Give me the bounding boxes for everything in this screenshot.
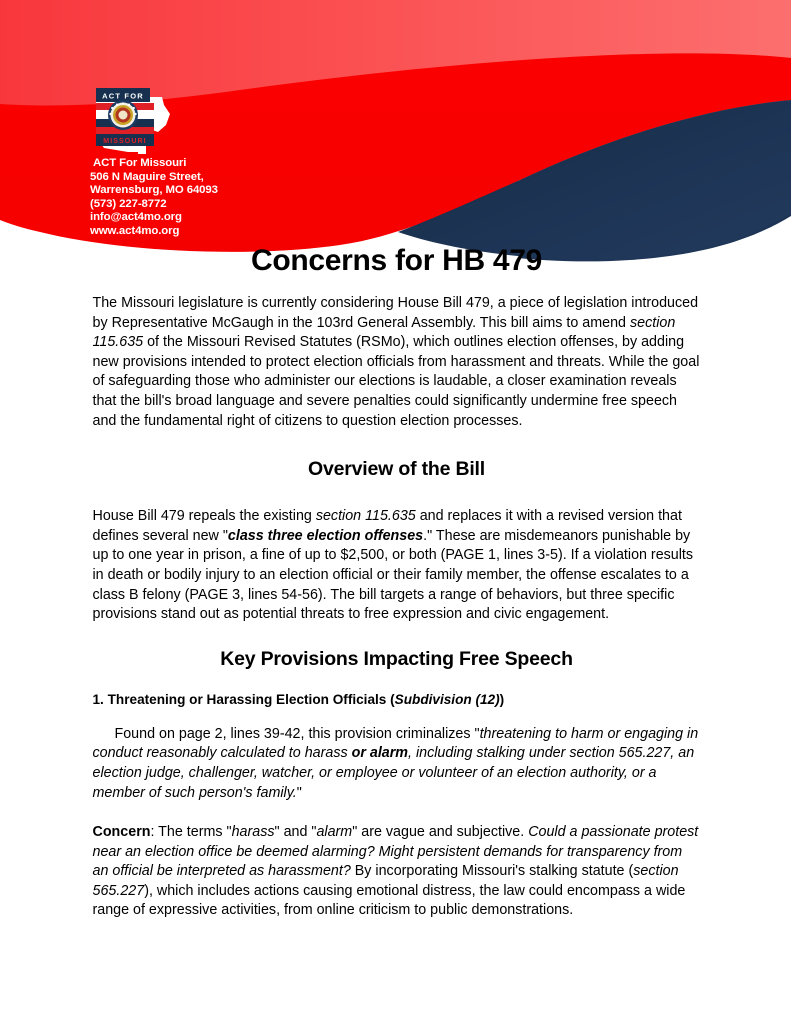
spacer	[93, 671, 701, 691]
state-seal-dot-7	[109, 113, 111, 115]
concern-label: Concern	[92, 824, 151, 841]
document-body	[0, 244, 791, 921]
intro-seg3: of the Missouri Revised Statutes (RSMo), which outlines election offenses, by adding new provisions intended to protect election officials from harassment and threats. While the goal of safeguarding those who administer our elections is laudable, a closer examination reveals that the bill's broad language and severe penalties could significantly undermine free speech and the fundamental right of citizens to question election processes.	[92, 334, 700, 429]
contact-email[interactable]: info@act4mo.org	[90, 211, 182, 224]
overview-class-three-term: class three election offenses	[227, 527, 424, 544]
spacer	[93, 431, 701, 457]
page-title: Concerns for HB 479	[250, 244, 543, 277]
provision-1-found-paragraph	[93, 725, 701, 803]
contact-street: 506 N Maguire Street,	[90, 170, 204, 183]
spacer	[93, 803, 701, 823]
found-seg1: Found on page 2, lines 39-42, this provision criminalizes "	[114, 725, 480, 742]
quote-close: "	[296, 784, 302, 801]
concern-seg4: By incorporating Missouri's stalking statute (	[350, 863, 634, 880]
concern-rhetorical-questions: Could a passionate protest near an election office be deemed alarming? Might persistent demands for transparency from an official be interpreted as harassment?	[92, 824, 699, 880]
contact-city-state-zip: Warrensburg, MO 64093	[90, 184, 218, 197]
overview-seg5: ." These are misdemeanors punishable by up to one year in prison, a fine of up to $2,500, or both (PAGE 1, lines 3-5). If a violation results in death or bodily injury to an election official or their family member, the offense escalates to a class B felony (PAGE 3, lines 54-56). The bill targets a range of behaviors, but three specific provisions stand out as potential threats to free expression and civic engagement.	[92, 527, 694, 623]
overview-paragraph	[93, 507, 701, 625]
concern-seg1: : The terms "	[150, 824, 232, 841]
overview-statute-ref: section 115.635	[315, 508, 416, 525]
subheading-provision-1	[93, 691, 701, 709]
spacer	[93, 481, 701, 507]
spacer	[93, 709, 701, 725]
quote-part-2: , including stalking under section 565.227, an election judge, challenger, watcher, or employee or volunteer of an election authority, or a member of such person's family.	[92, 745, 695, 801]
concern-seg5: ), which includes actions causing emotional distress, the law could encompass a wide range of expressive activities, from online criticism to public demonstrations.	[92, 882, 686, 919]
intro-seg1: The Missouri legislature is currently considering House Bill 479, a piece of legislation introduced by Representative McGaugh in the 103rd General Assembly. This bill aims to amend	[92, 295, 699, 331]
overview-seg3: and replaces it with a revised version that defines several new "	[92, 508, 682, 544]
concern-term-harass: harass	[231, 824, 275, 841]
provision-1-subdivision: Subdivision (12)	[394, 691, 500, 707]
logo-bottom-text: MISSOURI	[103, 138, 147, 145]
provision-1-concern-paragraph	[93, 823, 701, 921]
concern-seg2: " and "	[274, 824, 317, 841]
quote-or-alarm: or alarm	[351, 745, 409, 762]
overview-seg1: House Bill 479 repeals the existing	[92, 508, 316, 525]
intro-statute-ref: section 115.635	[92, 314, 676, 351]
quote-part-1: threatening to harm or engaging in conduct reasonably calculated to harass	[92, 725, 699, 762]
provision-1-label: 1. Threatening or Harassing Election Officials (	[92, 691, 395, 707]
act-for-missouri-logo	[88, 84, 180, 158]
provision-1-close-paren: )	[499, 691, 505, 707]
concern-statute-ref: section 565.227	[92, 863, 679, 899]
section-heading-key-provisions: Key Provisions Impacting Free Speech	[220, 647, 573, 670]
contact-phone: (573) 227-8772	[90, 197, 167, 210]
state-seal-dot-5	[116, 104, 118, 106]
spacer	[93, 625, 701, 647]
contact-info-block	[90, 157, 320, 239]
section-heading-overview: Overview of the Bill	[308, 458, 485, 481]
state-seal-dot-2	[128, 104, 130, 106]
intro-paragraph	[93, 294, 701, 431]
contact-organization: ACT For Missouri	[93, 157, 187, 169]
state-seal-dot-1	[122, 102, 124, 104]
missouri-bootheel	[138, 146, 146, 154]
state-seal-dot-4	[135, 113, 137, 115]
concern-term-alarm: alarm	[316, 824, 353, 841]
state-seal-core	[119, 111, 128, 120]
concern-seg3: " are vague and subjective.	[352, 824, 529, 841]
state-seal-dot-3	[133, 107, 135, 109]
contact-website[interactable]: www.act4mo.org	[90, 224, 180, 237]
logo-top-text: ACT FOR	[102, 91, 144, 101]
state-seal-dot-6	[111, 107, 113, 109]
